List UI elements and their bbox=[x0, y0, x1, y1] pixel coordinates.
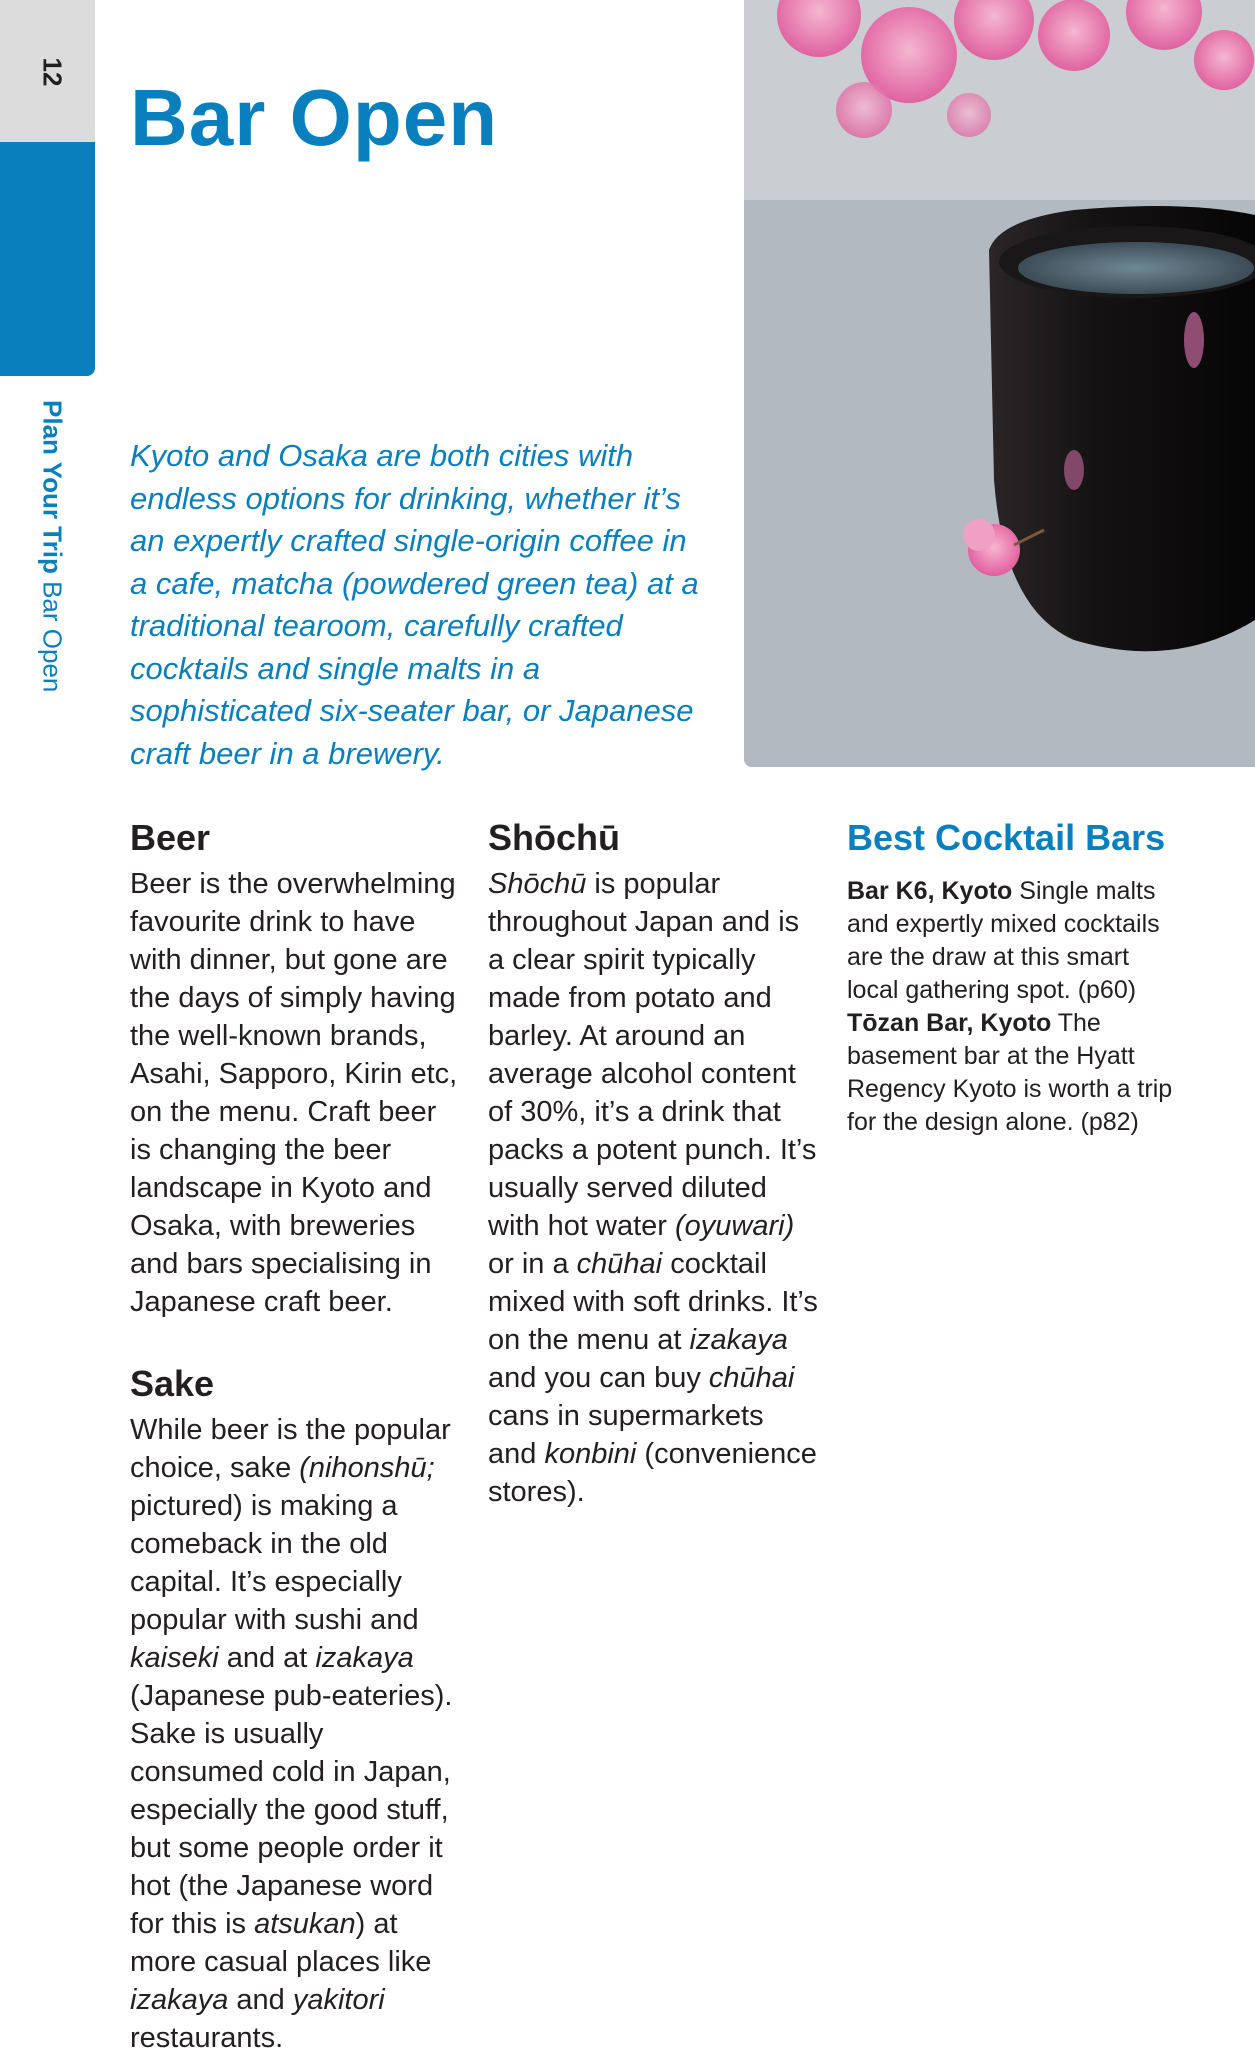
column-1 bbox=[130, 815, 460, 2057]
bar-desc-1: Single malts and expertly mixed cocktails are the draw at this smart local gathering spot. (p60) bbox=[847, 877, 1160, 1004]
beer-heading: Beer bbox=[130, 817, 211, 858]
sake-text-4: ) at more casual places like bbox=[130, 1908, 432, 1978]
sake-atsukan: atsukan bbox=[254, 1908, 356, 1940]
section-label bbox=[37, 400, 68, 692]
shochu-text-3: cocktail mixed with soft drinks. It’s on the menu at bbox=[488, 1248, 818, 1356]
shochu-oyuwari: (oyuwari) bbox=[674, 1210, 795, 1242]
shochu-text-2: or in a bbox=[488, 1248, 577, 1280]
sake-yakitori: yakitori bbox=[292, 1984, 385, 2016]
shochu-chuhai-1: chūhai bbox=[576, 1248, 663, 1280]
shochu-izakaya: izakaya bbox=[689, 1324, 788, 1356]
beer-body: Beer is the overwhelming favourite drink to have with dinner, but gone are the days of simply having the well-known brands, Asahi, Sapporo, Kirin etc, on the menu. Craft beer is changing the beer landscape in Kyoto and Osaka, with breweries and bars specialising in Japanese craft beer. bbox=[130, 868, 458, 1318]
column-2 bbox=[488, 815, 818, 1511]
sake-text-2: and at bbox=[218, 1642, 316, 1674]
bar-name-1: Bar K6 bbox=[847, 877, 928, 905]
section-label-bold: Plan Your Trip bbox=[37, 400, 68, 574]
sake-kaiseki: kaiseki bbox=[130, 1642, 219, 1674]
shochu-heading: Shōchū bbox=[488, 817, 620, 858]
shochu-text-4: and you can buy bbox=[488, 1362, 709, 1394]
bar-city-1: Kyoto bbox=[941, 877, 1013, 905]
sake-text-5: and bbox=[228, 1984, 293, 2016]
sake-nihonshu: (nihonshū; bbox=[299, 1452, 435, 1484]
sake-text-3: (Japanese pub-eateries). Sake is usually consumed cold in Japan, especially the good stuff, but some people order it hot (the Japanese word for this is bbox=[130, 1680, 453, 1940]
bar-entry-2: Tōzan Bar, Kyoto The basement bar at the Hyatt Regency Kyoto is worth a trip for the design alone. (p82) bbox=[847, 1009, 1173, 1136]
page-title: Bar Open bbox=[130, 73, 499, 162]
sake-heading: Sake bbox=[130, 1363, 215, 1404]
sake-cup-illustration bbox=[744, 0, 1255, 767]
sake-izakaya-2: izakaya bbox=[130, 1984, 229, 2016]
bar-city-2: Kyoto bbox=[980, 1009, 1052, 1037]
page-number: 12 bbox=[37, 57, 68, 87]
shochu-text-5: cans in supermarkets and bbox=[488, 1400, 764, 1470]
sake-text-6: restaurants. bbox=[130, 2022, 284, 2054]
intro-text: Kyoto and Osaka are both cities with endless options for drinking, whether it’s an expertly crafted single-origin coffee in a cafe, matcha (powdered green tea) at a traditional tearoom, carefully crafted cocktails and single malts in a sophisticated six-seater bar, or Japanese craft beer in a brewery. bbox=[130, 438, 699, 771]
sake-text-1b: pictured) is making a comeback in the old capital. It’s especially popular with sushi and bbox=[130, 1490, 419, 1636]
best-bars-heading: Best Cocktail Bars bbox=[847, 817, 1166, 858]
sake-body bbox=[130, 1411, 460, 2057]
column-3 bbox=[847, 815, 1177, 1139]
bar-name-2: Tōzan Bar bbox=[847, 1009, 967, 1037]
sake-cup-photo bbox=[744, 0, 1255, 767]
bar-desc-2: The basement bar at the Hyatt Regency Kyoto is worth a trip for the design alone. (p82) bbox=[847, 1009, 1173, 1136]
shochu-term: Shōchū bbox=[488, 868, 587, 900]
sake-izakaya-1: izakaya bbox=[315, 1642, 414, 1674]
shochu-chuhai-2: chūhai bbox=[708, 1362, 795, 1394]
shochu-text-1: is popular throughout Japan and is a clear spirit typically made from potato and barley. At around an average alcohol content of 30%, it’s a drink that packs a potent punch. It’s usually served diluted with hot water bbox=[488, 868, 817, 1242]
sake-text-1: While beer is the popular choice, sake bbox=[130, 1414, 451, 1484]
shochu-konbini: konbini bbox=[544, 1438, 637, 1470]
shochu-text-6: (convenience stores). bbox=[488, 1438, 817, 1508]
section-label-regular: Bar Open bbox=[37, 581, 68, 693]
shochu-body bbox=[488, 865, 818, 1511]
page-tab-blue bbox=[0, 142, 95, 376]
bar-entry-1: Bar K6, Kyoto Single malts and expertly mixed cocktails are the draw at this smart local gathering spot. (p60) bbox=[847, 877, 1160, 1004]
